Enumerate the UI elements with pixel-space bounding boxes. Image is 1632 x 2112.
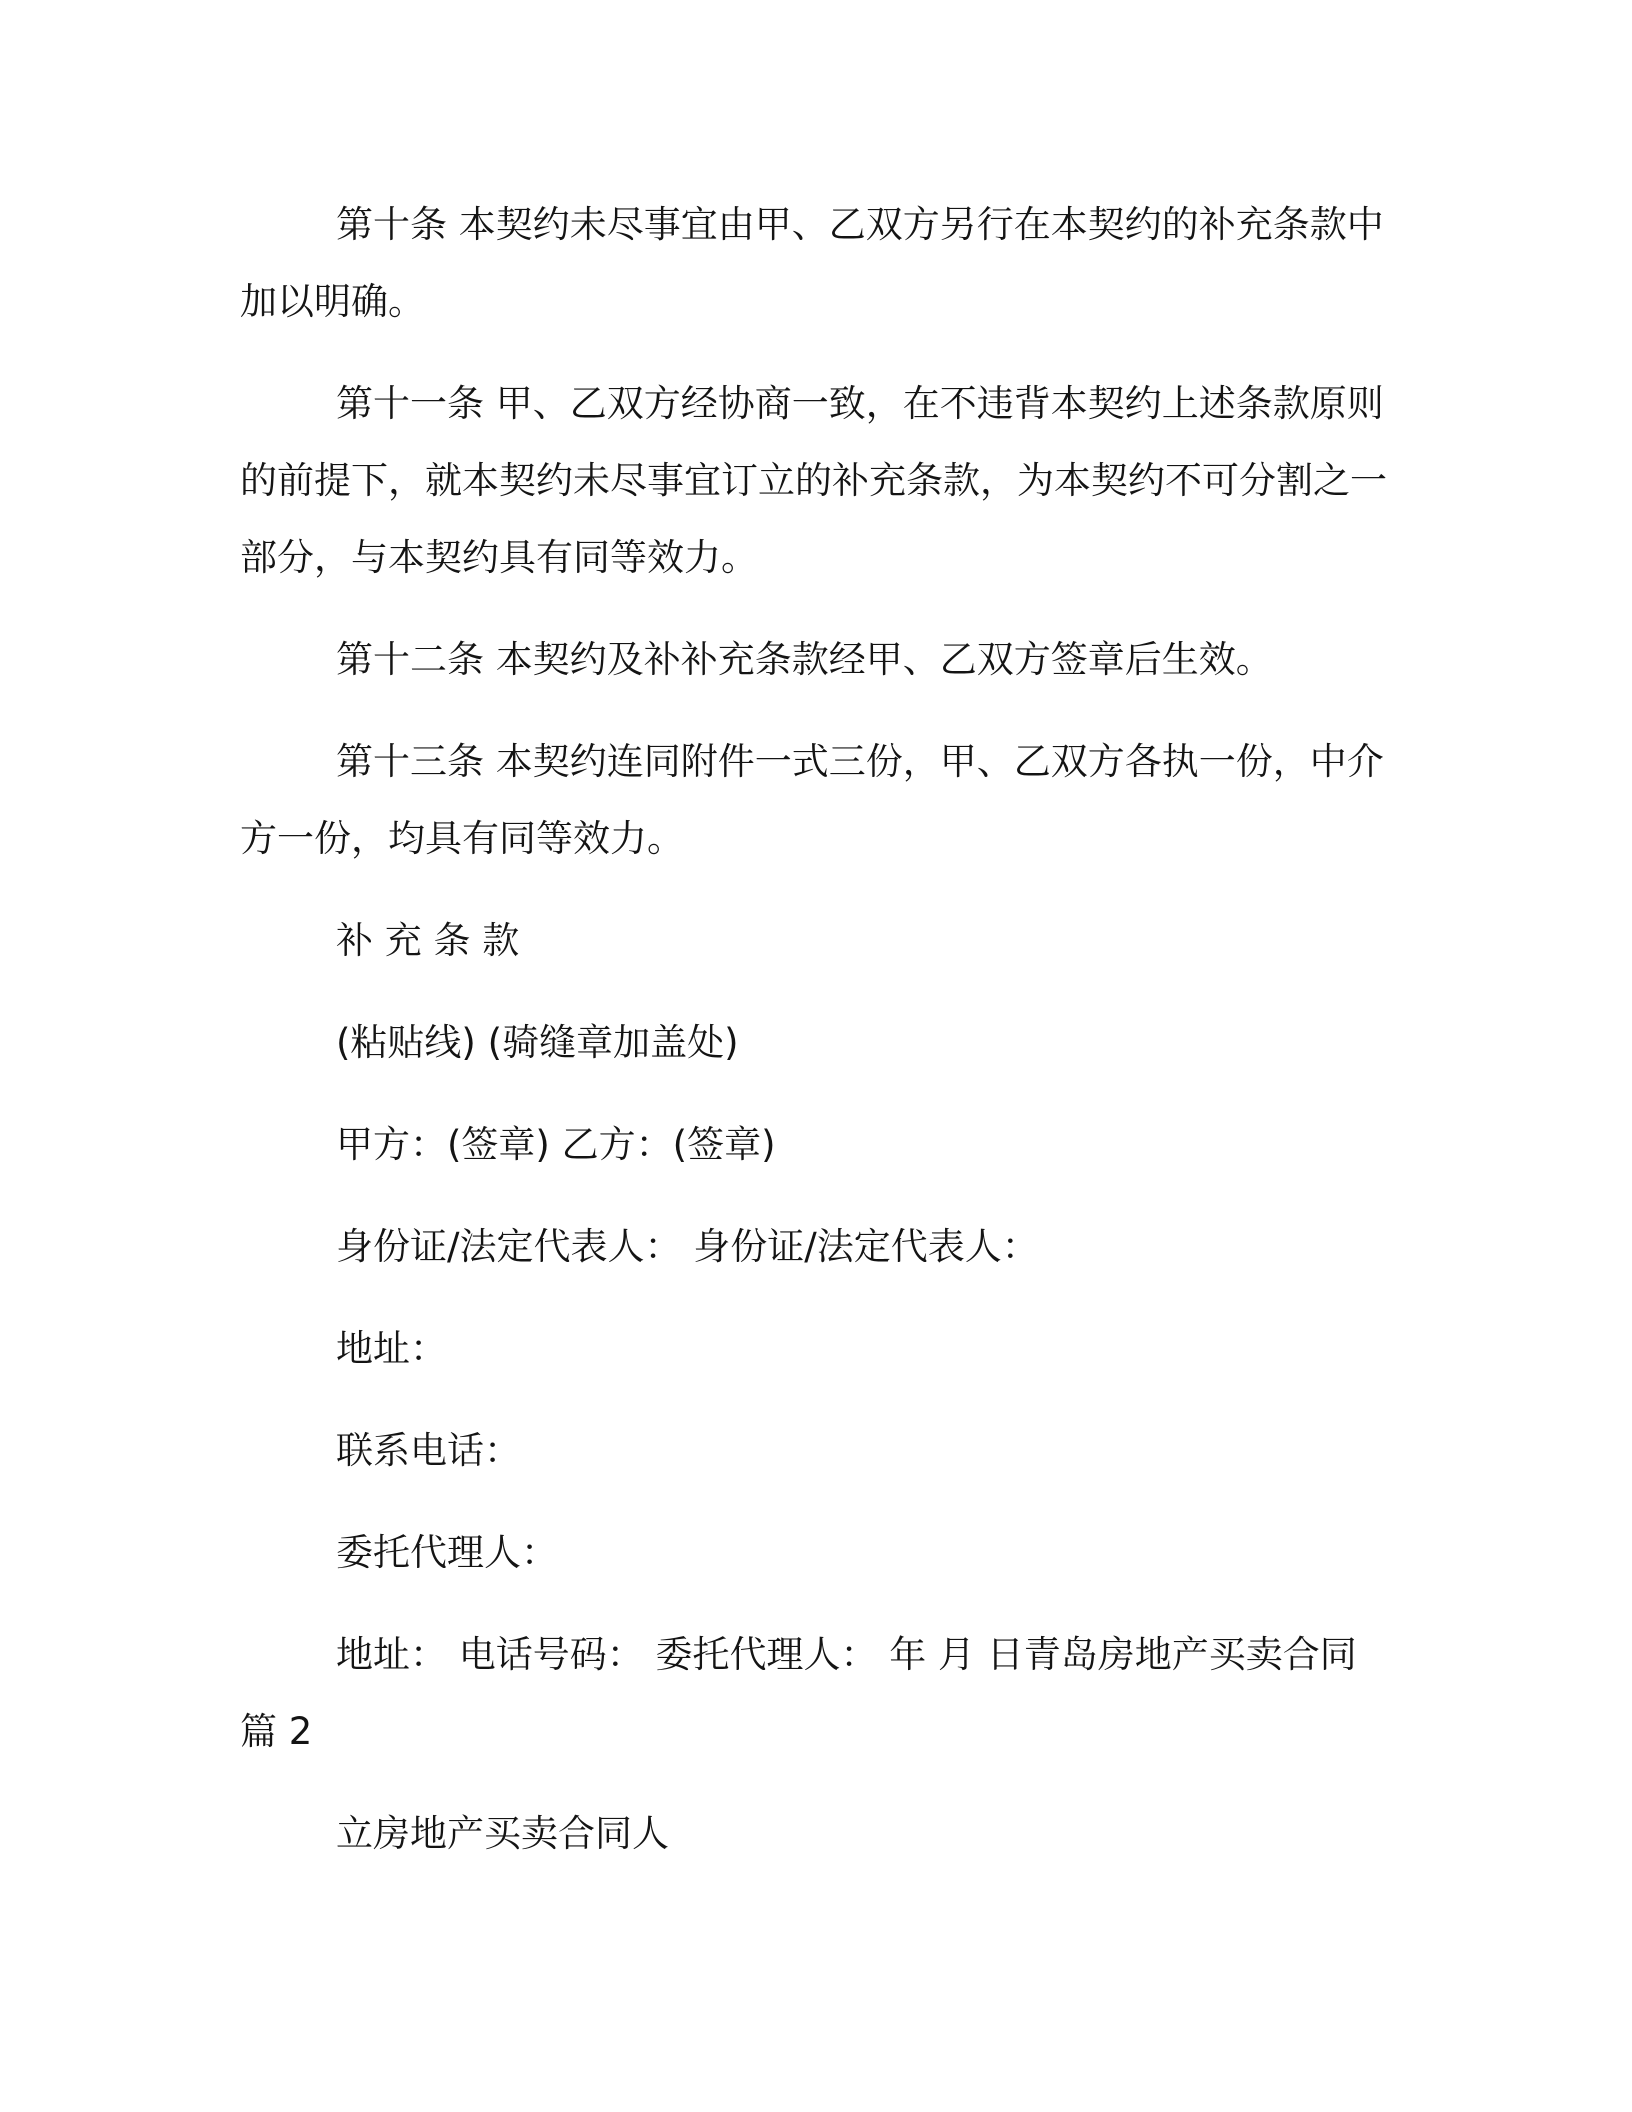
paste-line-note: (粘贴线) (骑缝章加盖处): [336, 1021, 739, 1064]
address-phone-agent-date-line: 地址： 电话号码： 委托代理人： 年 月 日青岛房地产买卖合同篇 2: [240, 1633, 1357, 1753]
article-10: 第十条 本契约未尽事宜由甲、乙双方另行在本契约的补充条款中加以明确。: [240, 203, 1384, 323]
article-13: 第十三条 本契约连同附件一式三份，甲、乙双方各执一份，中介方一份，均具有同等效力。: [240, 740, 1384, 860]
contract-parties-line: 立房地产买卖合同人: [336, 1812, 669, 1855]
article-11: 第十一条 甲、乙双方经协商一致，在不违背本契约上述条款原则的前提下，就本契约未尽事宜订立的补充条款，为本契约不可分割之一部分，与本契约具有同等效力。: [240, 382, 1387, 579]
article-12: 第十二条 本契约及补补充条款经甲、乙双方签章后生效。: [336, 638, 1273, 681]
contact-phone-line: 联系电话：: [336, 1429, 521, 1472]
party-signatures: 甲方：(签章) 乙方：(签章): [336, 1123, 776, 1166]
supplement-heading: 补 充 条 款: [336, 919, 520, 962]
document-body: [240, 186, 1390, 1897]
id-legal-representative: 身份证/法定代表人： 身份证/法定代表人：: [336, 1225, 1039, 1268]
address-line: 地址：: [336, 1327, 447, 1370]
agent-line: 委托代理人：: [336, 1531, 558, 1574]
